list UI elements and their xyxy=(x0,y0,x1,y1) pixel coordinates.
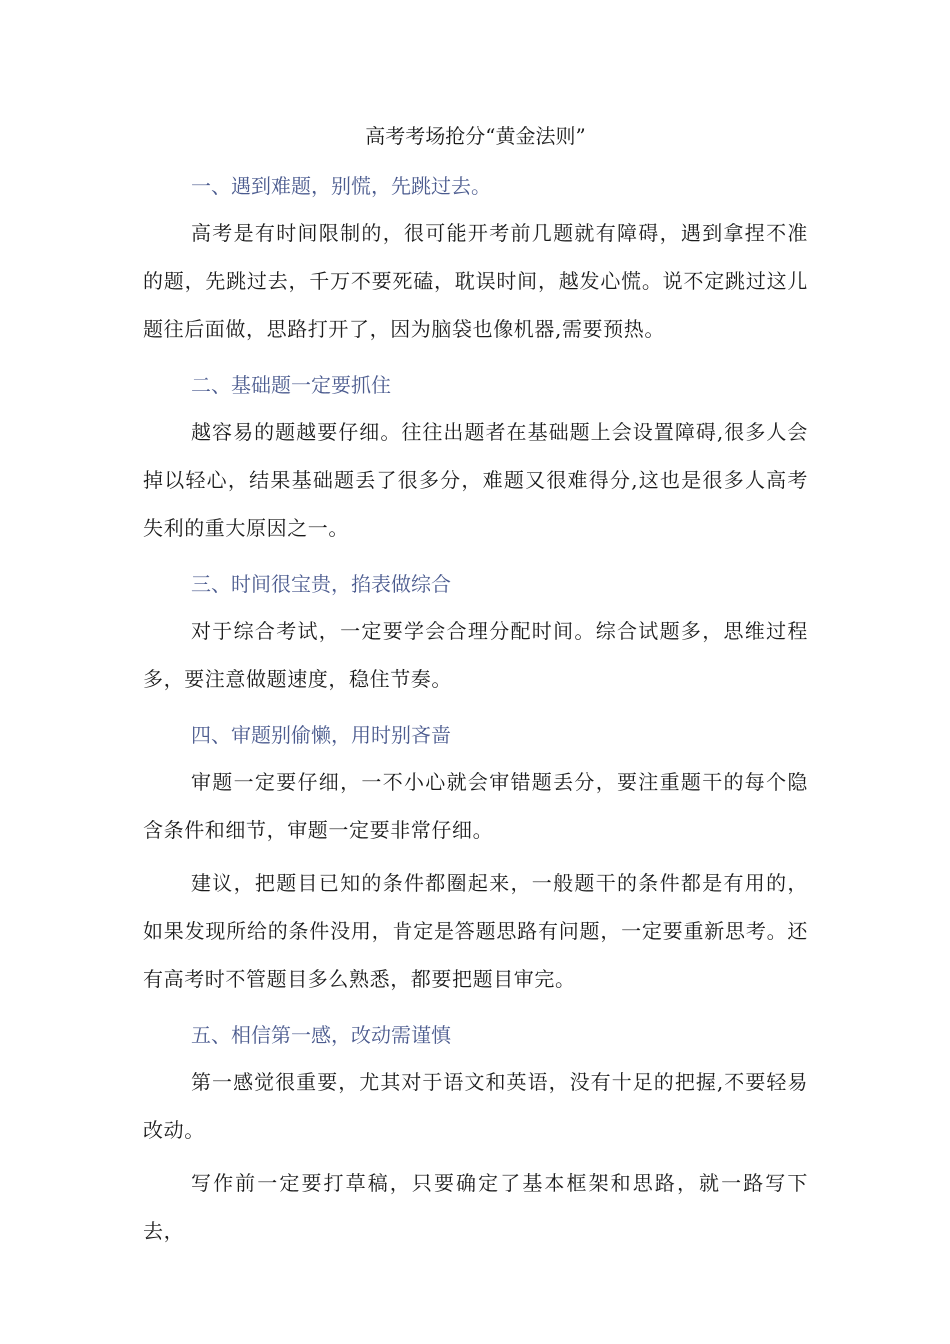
section-heading-3: 三、时间很宝贵，掐表做综合 xyxy=(191,572,451,596)
section-heading-4: 四、审题别偷懒，用时别吝啬 xyxy=(191,723,451,747)
section-1-paragraph-1: 高考是有时间限制的，很可能开考前几题就有障碍，遇到拿捏不准的题，先跳过去，千万不要死磕，耽误时间，越发心慌。说不定跳过这儿题往后面做，思路打开了，因为脑袋也像机器,需要预热。 xyxy=(143,221,808,341)
section-5-paragraph-1: 第一感觉很重要，尤其对于语文和英语，没有十足的把握,不要轻易改动。 xyxy=(143,1070,808,1142)
section-2-paragraph-1: 越容易的题越要仔细。往往出题者在基础题上会设置障碍,很多人会掉以轻心，结果基础题丢了很多分，难题又很难得分,这也是很多人高考失利的重大原因之一。 xyxy=(143,420,808,540)
section-3-paragraph-1: 对于综合考试，一定要学会合理分配时间。综合试题多，思维过程多，要注意做题速度，稳住节奏。 xyxy=(143,619,808,691)
document-body xyxy=(143,118,808,1255)
section-4-paragraph-2: 建议，把题目已知的条件都圈起来，一般题干的条件都是有用的，如果发现所给的条件没用，肯定是答题思路有问题，一定要重新思考。还有高考时不管题目多么熟悉，都要把题目审完。 xyxy=(143,871,808,991)
section-heading-1: 一、遇到难题，别慌，先跳过去。 xyxy=(191,174,491,198)
section-4-paragraph-1: 审题一定要仔细，一不小心就会审错题丢分，要注重题干的每个隐含条件和细节，审题一定要非常仔细。 xyxy=(143,770,808,842)
section-heading-5: 五、相信第一感，改动需谨慎 xyxy=(191,1023,451,1047)
document-title: 高考考场抢分“黄金法则” xyxy=(365,124,586,148)
section-heading-2: 二、基础题一定要抓住 xyxy=(191,373,391,397)
section-5-paragraph-2: 写作前一定要打草稿，只要确定了基本框架和思路，就一路写下去， xyxy=(143,1171,808,1243)
